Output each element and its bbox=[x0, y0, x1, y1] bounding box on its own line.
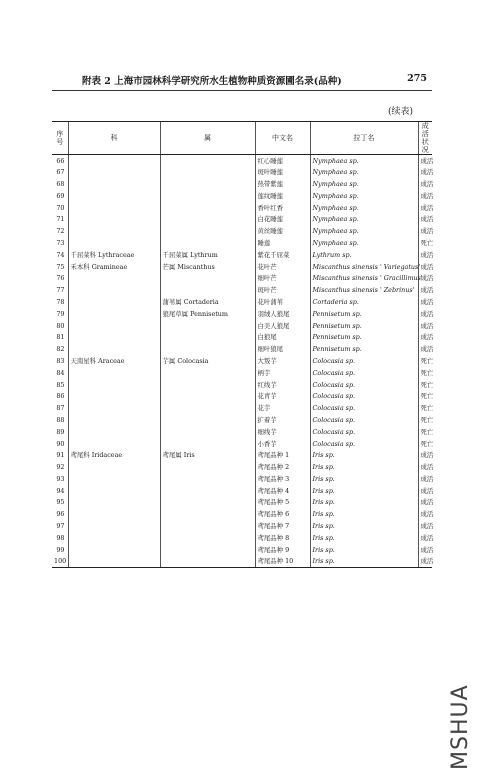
row-genus bbox=[160, 532, 255, 544]
row-genus bbox=[160, 426, 255, 438]
row-chinese-name: 鸢尾品种 5 bbox=[255, 497, 310, 509]
row-status: 成活 bbox=[418, 473, 432, 485]
row-family bbox=[68, 438, 160, 450]
row-status: 成活 bbox=[418, 320, 432, 332]
row-latin-name: Colocasia sp. bbox=[310, 438, 418, 450]
row-latin-name: Nymphaea sp. bbox=[310, 166, 418, 178]
row-genus bbox=[160, 509, 255, 521]
row-status: 成活 bbox=[418, 556, 432, 568]
row-family bbox=[68, 556, 160, 568]
table-row bbox=[52, 379, 432, 391]
row-index: 82 bbox=[56, 345, 65, 354]
row-latin-name: Pennisetum sp. bbox=[310, 320, 418, 332]
row-family bbox=[68, 284, 160, 296]
row-latin-name: Pennisetum sp. bbox=[310, 308, 418, 320]
row-family bbox=[68, 178, 160, 190]
row-chinese-name: 鸢尾品种 2 bbox=[255, 461, 310, 473]
row-genus: 芋属 Colocasia bbox=[160, 355, 255, 367]
table-row bbox=[52, 355, 432, 367]
row-genus bbox=[160, 379, 255, 391]
row-status: 成活 bbox=[418, 261, 432, 273]
row-latin-name: Pennisetum sp. bbox=[310, 332, 418, 344]
row-family: 禾本科 Gramineae bbox=[68, 261, 160, 273]
row-genus bbox=[160, 391, 255, 403]
table-row bbox=[52, 155, 432, 167]
header-family: 科 bbox=[68, 122, 160, 155]
row-status: 成活 bbox=[418, 202, 432, 214]
header-index: 序号 bbox=[52, 122, 68, 155]
row-family bbox=[68, 509, 160, 521]
row-latin-name: Iris sp. bbox=[310, 450, 418, 462]
row-genus bbox=[160, 461, 255, 473]
row-genus bbox=[160, 485, 255, 497]
row-latin-name: Cortaderia sp. bbox=[310, 296, 418, 308]
row-latin-name: Miscanthus sinensis ' Variegatus' bbox=[310, 261, 418, 273]
row-status: 死亡 bbox=[418, 426, 432, 438]
row-family bbox=[68, 485, 160, 497]
row-latin-name: Iris sp. bbox=[310, 497, 418, 509]
row-chinese-name: 花青芋 bbox=[255, 391, 310, 403]
row-index: 100 bbox=[52, 556, 68, 568]
row-chinese-name: 大叛芋 bbox=[255, 355, 310, 367]
row-latin-name: Iris sp. bbox=[310, 509, 418, 521]
row-latin-name: Nymphaea sp. bbox=[310, 237, 418, 249]
row-chinese-name: 莲纹睡莲 bbox=[255, 190, 310, 202]
row-family: 千屈菜科 Lythraceae bbox=[68, 249, 160, 261]
row-index: 92 bbox=[56, 463, 65, 472]
row-status: 成活 bbox=[418, 166, 432, 178]
row-index: 71 bbox=[56, 215, 65, 224]
page-number: 275 bbox=[407, 73, 427, 84]
row-genus bbox=[160, 202, 255, 214]
row-genus bbox=[160, 520, 255, 532]
row-index: 86 bbox=[56, 392, 65, 401]
row-latin-name: Colocasia sp. bbox=[310, 391, 418, 403]
continued-label: (续表) bbox=[388, 107, 414, 117]
table-row bbox=[52, 202, 432, 214]
row-family bbox=[68, 190, 160, 202]
table-row bbox=[52, 284, 432, 296]
row-chinese-name: 细叶芒 bbox=[255, 273, 310, 285]
row-family bbox=[68, 343, 160, 355]
row-chinese-name: 紫花千屈菜 bbox=[255, 249, 310, 261]
row-chinese-name: 鸢尾品种 3 bbox=[255, 473, 310, 485]
row-chinese-name: 白狼尾 bbox=[255, 332, 310, 344]
row-chinese-name: 白美人狼尾 bbox=[255, 320, 310, 332]
header-status: 成活状况 bbox=[418, 122, 432, 155]
table-row bbox=[52, 461, 432, 473]
row-index: 68 bbox=[56, 179, 65, 188]
row-index: 93 bbox=[56, 474, 65, 483]
row-family bbox=[68, 166, 160, 178]
table-row bbox=[52, 556, 432, 568]
row-index: 89 bbox=[56, 427, 65, 436]
row-index: 77 bbox=[56, 286, 65, 295]
row-chinese-name: 鸢尾品种 9 bbox=[255, 544, 310, 556]
row-genus bbox=[160, 284, 255, 296]
table-row bbox=[52, 237, 432, 249]
table-row bbox=[52, 332, 432, 344]
table-row bbox=[52, 296, 432, 308]
row-index: 70 bbox=[56, 203, 65, 212]
table-row bbox=[52, 343, 432, 355]
row-status: 死亡 bbox=[418, 402, 432, 414]
row-index: 99 bbox=[56, 545, 65, 554]
row-chinese-name: 红心睡莲 bbox=[255, 155, 310, 167]
row-latin-name: Lythrum sp. bbox=[310, 249, 418, 261]
row-genus: 鸢尾属 Iris bbox=[160, 450, 255, 462]
species-table bbox=[52, 121, 432, 568]
row-status: 成活 bbox=[418, 332, 432, 344]
row-family bbox=[68, 237, 160, 249]
table-row bbox=[52, 166, 432, 178]
row-latin-name: Miscanthus sinensis ' Zebrinus' bbox=[310, 284, 418, 296]
row-latin-name: Iris sp. bbox=[310, 485, 418, 497]
row-chinese-name: 花叶蒲苇 bbox=[255, 296, 310, 308]
row-status: 死亡 bbox=[418, 237, 432, 249]
table-row bbox=[52, 532, 432, 544]
row-status: 成活 bbox=[418, 532, 432, 544]
row-status: 成活 bbox=[418, 520, 432, 532]
table-row bbox=[52, 261, 432, 273]
row-chinese-name: 斑叶睡莲 bbox=[255, 166, 310, 178]
row-family bbox=[68, 461, 160, 473]
row-latin-name: Iris sp. bbox=[310, 556, 418, 568]
row-family bbox=[68, 320, 160, 332]
row-genus: 蒲苇属 Cortaderia bbox=[160, 296, 255, 308]
row-genus bbox=[160, 166, 255, 178]
row-index: 78 bbox=[56, 297, 65, 306]
table-row bbox=[52, 249, 432, 261]
row-genus bbox=[160, 190, 255, 202]
row-latin-name: Nymphaea sp. bbox=[310, 202, 418, 214]
row-chinese-name: 热带紫莲 bbox=[255, 178, 310, 190]
row-genus bbox=[160, 473, 255, 485]
row-family bbox=[68, 379, 160, 391]
row-status: 成活 bbox=[418, 249, 432, 261]
header-latin-name: 拉丁名 bbox=[310, 122, 418, 155]
row-status: 成活 bbox=[418, 214, 432, 226]
row-family bbox=[68, 225, 160, 237]
row-status: 成活 bbox=[418, 343, 432, 355]
table-row bbox=[52, 520, 432, 532]
row-family: 天南星科 Araceae bbox=[68, 355, 160, 367]
row-latin-name: Nymphaea sp. bbox=[310, 178, 418, 190]
row-status: 成活 bbox=[418, 296, 432, 308]
row-chinese-name: 白花睡莲 bbox=[255, 214, 310, 226]
row-genus: 狼尾草属 Pennisetum bbox=[160, 308, 255, 320]
row-family bbox=[68, 273, 160, 285]
watermark bbox=[442, 652, 482, 770]
row-latin-name: Pennisetum sp. bbox=[310, 343, 418, 355]
row-chinese-name: 黄丝睡莲 bbox=[255, 225, 310, 237]
row-latin-name: Colocasia sp. bbox=[310, 355, 418, 367]
row-family bbox=[68, 426, 160, 438]
row-latin-name: Nymphaea sp. bbox=[310, 190, 418, 202]
table-row bbox=[52, 450, 432, 462]
row-genus bbox=[160, 556, 255, 568]
row-latin-name: Iris sp. bbox=[310, 544, 418, 556]
row-chinese-name: 花芋 bbox=[255, 402, 310, 414]
row-status: 成活 bbox=[418, 308, 432, 320]
header-chinese-name: 中文名 bbox=[255, 122, 310, 155]
table-row bbox=[52, 178, 432, 190]
table-row bbox=[52, 367, 432, 379]
row-latin-name: Iris sp. bbox=[310, 461, 418, 473]
row-family bbox=[68, 155, 160, 167]
row-chinese-name: 柄芋 bbox=[255, 367, 310, 379]
row-status: 成活 bbox=[418, 225, 432, 237]
row-chinese-name: 小香芋 bbox=[255, 438, 310, 450]
row-status: 成活 bbox=[418, 509, 432, 521]
table-header-row bbox=[52, 122, 432, 155]
table-row bbox=[52, 308, 432, 320]
row-index: 75 bbox=[56, 262, 65, 271]
row-index: 79 bbox=[56, 309, 65, 318]
header-genus: 属 bbox=[160, 122, 255, 155]
row-chinese-name: 花叶芒 bbox=[255, 261, 310, 273]
row-latin-name: Colocasia sp. bbox=[310, 379, 418, 391]
row-status: 成活 bbox=[418, 190, 432, 202]
row-latin-name: Colocasia sp. bbox=[310, 367, 418, 379]
table-row bbox=[52, 402, 432, 414]
table-row bbox=[52, 320, 432, 332]
row-chinese-name: 鸢尾品种 7 bbox=[255, 520, 310, 532]
row-genus bbox=[160, 214, 255, 226]
row-index: 72 bbox=[56, 227, 65, 236]
row-latin-name: Nymphaea sp. bbox=[310, 155, 418, 167]
row-family bbox=[68, 296, 160, 308]
row-status: 成活 bbox=[418, 450, 432, 462]
row-latin-name: Nymphaea sp. bbox=[310, 225, 418, 237]
row-index: 91 bbox=[56, 451, 65, 460]
row-status: 死亡 bbox=[418, 355, 432, 367]
row-status: 成活 bbox=[418, 497, 432, 509]
row-latin-name: Iris sp. bbox=[310, 532, 418, 544]
row-genus bbox=[160, 544, 255, 556]
row-latin-name: Colocasia sp. bbox=[310, 402, 418, 414]
row-genus bbox=[160, 497, 255, 509]
row-chinese-name: 鸢尾品种 1 bbox=[255, 450, 310, 462]
row-family bbox=[68, 214, 160, 226]
watermark-text: MSHUA bbox=[448, 684, 473, 770]
row-chinese-name: 细叶狼尾 bbox=[255, 343, 310, 355]
table-row bbox=[52, 473, 432, 485]
row-index: 87 bbox=[56, 404, 65, 413]
row-latin-name: Iris sp. bbox=[310, 520, 418, 532]
row-chinese-name: 鸢尾品种 8 bbox=[255, 532, 310, 544]
row-status: 成活 bbox=[418, 284, 432, 296]
row-index: 84 bbox=[56, 368, 65, 377]
table-row bbox=[52, 414, 432, 426]
row-genus bbox=[160, 414, 255, 426]
row-chinese-name: 红线芋 bbox=[255, 379, 310, 391]
row-status: 成活 bbox=[418, 485, 432, 497]
row-chinese-name: 香叶红香 bbox=[255, 202, 310, 214]
row-genus bbox=[160, 178, 255, 190]
row-status: 死亡 bbox=[418, 379, 432, 391]
row-family bbox=[68, 308, 160, 320]
row-status: 成活 bbox=[418, 544, 432, 556]
row-index: 96 bbox=[56, 510, 65, 519]
row-index: 85 bbox=[56, 380, 65, 389]
table-row bbox=[52, 438, 432, 450]
row-family bbox=[68, 544, 160, 556]
table-row bbox=[52, 497, 432, 509]
row-family bbox=[68, 520, 160, 532]
row-family bbox=[68, 332, 160, 344]
row-genus bbox=[160, 273, 255, 285]
table-row bbox=[52, 426, 432, 438]
row-family: 鸢尾科 Iridaceae bbox=[68, 450, 160, 462]
row-index: 83 bbox=[56, 356, 65, 365]
row-index: 67 bbox=[56, 168, 65, 177]
table-row bbox=[52, 214, 432, 226]
row-status: 成活 bbox=[418, 273, 432, 285]
row-index: 97 bbox=[56, 522, 65, 531]
header-title: 附表 2 上海市园林科学研究所水生植物种质资源圃名录(品种) bbox=[82, 76, 342, 87]
table-row bbox=[52, 544, 432, 556]
table-row bbox=[52, 391, 432, 403]
row-index: 73 bbox=[56, 238, 65, 247]
row-family bbox=[68, 532, 160, 544]
header-rule bbox=[52, 90, 432, 91]
row-index: 98 bbox=[56, 533, 65, 542]
table-row bbox=[52, 273, 432, 285]
row-latin-name: Nymphaea sp. bbox=[310, 214, 418, 226]
row-latin-name: Colocasia sp. bbox=[310, 414, 418, 426]
row-genus bbox=[160, 332, 255, 344]
row-genus bbox=[160, 402, 255, 414]
row-genus bbox=[160, 320, 255, 332]
row-index: 76 bbox=[56, 274, 65, 283]
row-index: 88 bbox=[56, 415, 65, 424]
row-status: 死亡 bbox=[418, 438, 432, 450]
row-index: 94 bbox=[56, 486, 65, 495]
row-latin-name: Miscanthus sinensis ' Gracillimus' bbox=[310, 273, 418, 285]
row-genus bbox=[160, 155, 255, 167]
row-latin-name: Iris sp. bbox=[310, 473, 418, 485]
row-index: 80 bbox=[56, 321, 65, 330]
row-genus: 千屈菜属 Lythrum bbox=[160, 249, 255, 261]
row-chinese-name: 扩着芋 bbox=[255, 414, 310, 426]
row-status: 成活 bbox=[418, 178, 432, 190]
row-chinese-name: 睡莲 bbox=[255, 237, 310, 249]
row-index: 90 bbox=[56, 439, 65, 448]
row-index: 66 bbox=[56, 156, 65, 165]
row-index: 74 bbox=[56, 250, 65, 259]
table-row bbox=[52, 509, 432, 521]
table-body bbox=[52, 155, 432, 568]
row-family bbox=[68, 497, 160, 509]
table-row bbox=[52, 190, 432, 202]
row-family bbox=[68, 391, 160, 403]
row-genus bbox=[160, 343, 255, 355]
row-status: 死亡 bbox=[418, 367, 432, 379]
row-status: 成活 bbox=[418, 461, 432, 473]
row-chinese-name: 斑叶芒 bbox=[255, 284, 310, 296]
row-family bbox=[68, 367, 160, 379]
running-header bbox=[82, 73, 427, 89]
row-status: 死亡 bbox=[418, 414, 432, 426]
row-index: 81 bbox=[56, 333, 65, 342]
table-row bbox=[52, 225, 432, 237]
row-chinese-name: 鸢尾品种 10 bbox=[255, 556, 310, 568]
row-latin-name: Colocasia sp. bbox=[310, 426, 418, 438]
row-status: 成活 bbox=[418, 155, 432, 167]
row-genus bbox=[160, 367, 255, 379]
row-genus bbox=[160, 225, 255, 237]
row-family bbox=[68, 402, 160, 414]
row-genus bbox=[160, 438, 255, 450]
row-family bbox=[68, 202, 160, 214]
row-status: 死亡 bbox=[418, 391, 432, 403]
row-family bbox=[68, 473, 160, 485]
row-index: 69 bbox=[56, 191, 65, 200]
row-family bbox=[68, 414, 160, 426]
row-index: 95 bbox=[56, 498, 65, 507]
row-chinese-name: 羽绒人狼尾 bbox=[255, 308, 310, 320]
row-chinese-name: 鸢尾品种 4 bbox=[255, 485, 310, 497]
row-chinese-name: 鸢尾品种 6 bbox=[255, 509, 310, 521]
row-chinese-name: 细线芋 bbox=[255, 426, 310, 438]
row-genus bbox=[160, 237, 255, 249]
row-genus: 芒属 Miscanthus bbox=[160, 261, 255, 273]
table-row bbox=[52, 485, 432, 497]
